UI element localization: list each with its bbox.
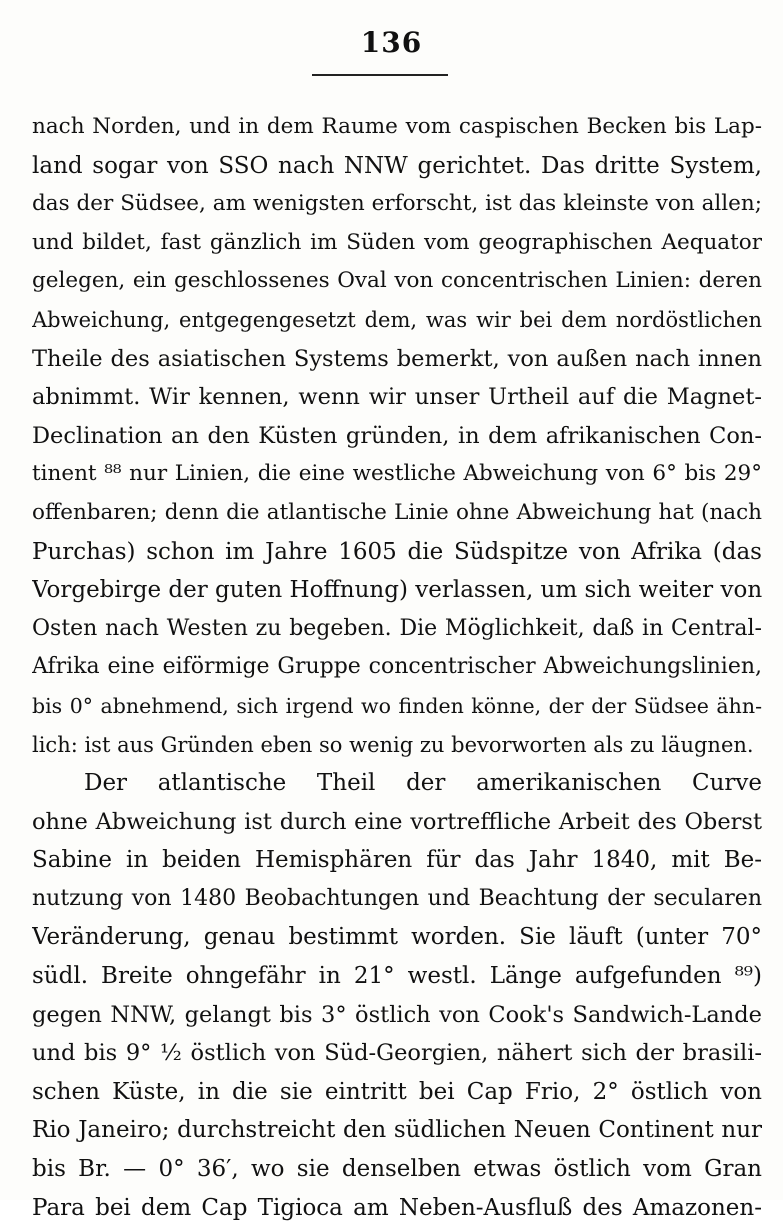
- text-line: Para bei dem Cap Tigioca am Neben-Ausfluß des Amazonen-: [32, 1194, 762, 1221]
- text-line: südl. Breite ohngefähr in 21° westl. Länge aufgefunden ⁸⁹): [32, 963, 762, 990]
- paragraph-end-line: lich: ist aus Gründen eben so wenig zu bevorworten als zu läugnen.: [32, 732, 754, 757]
- page-number: 136: [360, 26, 423, 59]
- text-line: bis Br. — 0° 36′, wo sie denselben etwas östlich vom Gran: [32, 1156, 762, 1183]
- text-line: Declination an den Küsten gründen, in dem afrikanischen Con-: [32, 422, 762, 449]
- text-line: Afrika eine eiförmige Gruppe concentrischer Abweichungslinien,: [32, 654, 762, 680]
- text-line: schen Küste, in die sie eintritt bei Cap Frio, 2° östlich von: [32, 1078, 762, 1105]
- body-text: [32, 108, 762, 1227]
- text-line: Veränderung, genau bestimmt worden. Sie läuft (unter 70°: [32, 924, 762, 951]
- header-rule: [312, 74, 448, 76]
- text-line: gegen NNW, gelangt bis 3° östlich von Cook's Sandwich-Lande: [32, 1001, 762, 1028]
- text-line: und bildet, fast gänzlich im Süden vom geographischen Aequator: [32, 229, 762, 255]
- text-line: gelegen, ein geschlossenes Oval von concentrischen Linien: deren: [32, 268, 762, 294]
- text-line: Vorgebirge der guten Hoffnung) verlassen, um sich weiter von: [32, 577, 762, 604]
- paragraph-start-line: Der atlantische Theil der amerikanischen Curve: [84, 770, 762, 797]
- text-line: das der Südsee, am wenigsten erforscht, ist das kleinste von allen;: [32, 191, 762, 217]
- text-line: Abweichung, entgegengesetzt dem, was wir bei dem nordöstlichen: [32, 307, 762, 332]
- text-line: nach Norden, und in dem Raume vom caspischen Becken bis Lap-: [32, 114, 762, 139]
- text-line: tinent ⁸⁸ nur Linien, die eine westliche Abweichung von 6° bis 29°: [32, 461, 762, 487]
- text-line: Purchas) schon im Jahre 1605 die Südspitze von Afrika (das: [32, 538, 762, 565]
- text-line: Sabine in beiden Hemisphären für das Jahr 1840, mit Be-: [32, 847, 762, 874]
- text-line: bis 0° abnehmend, sich irgend wo finden könne, der der Südsee ähn-: [32, 693, 762, 718]
- text-line: nutzung von 1480 Beobachtungen und Beachtung der secularen: [32, 885, 762, 911]
- text-line: Osten nach Westen zu begeben. Die Möglichkeit, daß in Central-: [32, 615, 762, 641]
- text-line: offenbaren; denn die atlantische Linie ohne Abweichung hat (nach: [32, 499, 762, 525]
- text-line: Rio Janeiro; durchstreicht den südlichen Neuen Continent nur: [32, 1117, 762, 1144]
- text-line: land sogar von SSO nach NNW gerichtet. Das dritte System,: [32, 152, 762, 179]
- text-line: abnimmt. Wir kennen, wenn wir unser Urtheil auf die Magnet-: [32, 384, 762, 411]
- text-line: Theile des asiatischen Systems bemerkt, von außen nach innen: [32, 345, 762, 372]
- text-line: und bis 9° ½ östlich von Süd-Georgien, nähert sich der brasili-: [32, 1040, 762, 1067]
- text-line: ohne Abweichung ist durch eine vortreffliche Arbeit des Oberst: [32, 808, 762, 835]
